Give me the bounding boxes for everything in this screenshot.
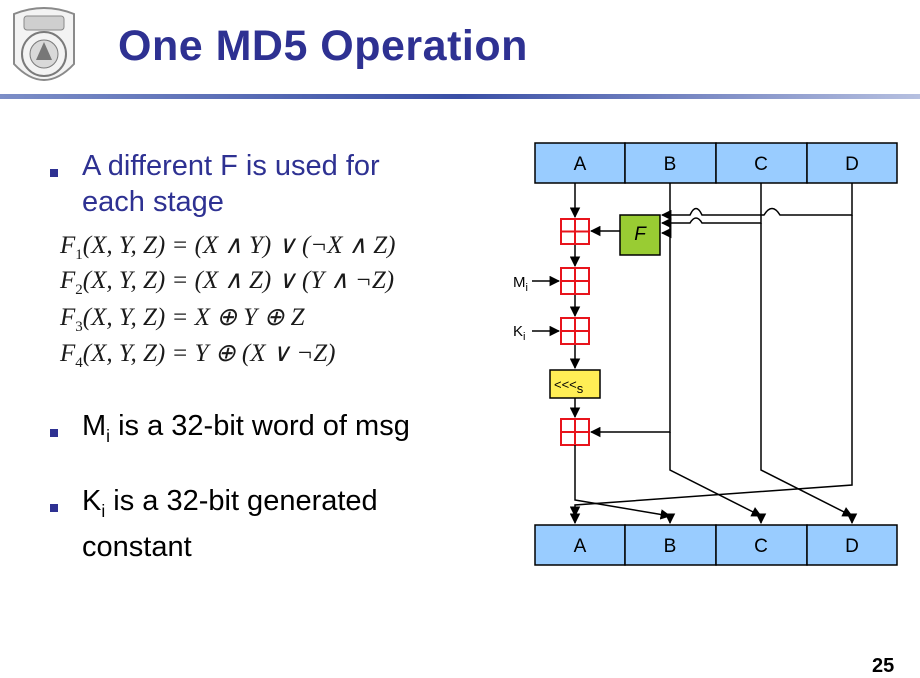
- mi-label: $M_i$: [513, 274, 528, 294]
- wire-d-to-out-a: [575, 215, 852, 516]
- bullet-ki-constant: $K_i$ is a 32-bit generated constant: [82, 485, 378, 563]
- page-number: 25: [872, 655, 895, 677]
- bottom-label-c: C: [754, 536, 768, 557]
- top-label-a: A: [573, 154, 587, 175]
- bottom-label-d: D: [845, 536, 859, 557]
- wire-c-to-out-d: [761, 223, 852, 516]
- equation-f4: $F_4(X$, Y, Z) = Y ⊕ (X ∨ ¬Z): [60, 340, 336, 371]
- shift-label: <<<s: [554, 377, 584, 396]
- adder-4: [561, 419, 589, 445]
- top-label-c: C: [754, 154, 768, 175]
- adder-2: [561, 268, 589, 294]
- equation-f2: $F_2(X$, Y, Z) = (X ∧ Z) ∨ (Y ∧ ¬Z): [60, 267, 395, 298]
- top-register-row: [535, 143, 897, 183]
- wire-b-to-f: [662, 183, 670, 233]
- wire-c-to-f: [662, 183, 761, 223]
- md5-operation-diagram: [490, 130, 910, 580]
- adder-1: [561, 219, 589, 244]
- ki-label: $K_i$: [513, 323, 526, 343]
- bullet-marker: [50, 429, 58, 437]
- bullet-mi-word: $M_i$ is a 32-bit word of msg: [82, 410, 410, 446]
- equation-f3: $F_3(X$, Y, Z) = X ⊕ Y ⊕ Z: [60, 304, 305, 335]
- wire-b-to-add4: [591, 233, 670, 432]
- bottom-label-b: B: [663, 536, 677, 557]
- adder-3: [561, 318, 589, 344]
- bottom-label-a: A: [573, 536, 587, 557]
- equation-f1: $F_1(X$, Y, Z) = (X ∧ Y) ∨ (¬X ∧ Z): [60, 232, 396, 263]
- page-title: One MD5 Operation: [118, 22, 528, 70]
- bullet-marker: [50, 504, 58, 512]
- bullet-marker: [50, 169, 58, 177]
- wire-add4-to-out-b: [575, 445, 670, 516]
- f-label: F: [634, 224, 646, 245]
- bottom-register-row: [535, 525, 897, 565]
- top-label-b: B: [663, 154, 677, 175]
- title-divider: [0, 93, 920, 101]
- wire-d-to-f: [662, 183, 852, 215]
- university-seal-logo: [8, 4, 80, 90]
- top-label-d: D: [845, 154, 859, 175]
- wire-b-to-out-c: [670, 432, 761, 516]
- bullet-different-f: A different F is used for each stage: [82, 150, 380, 218]
